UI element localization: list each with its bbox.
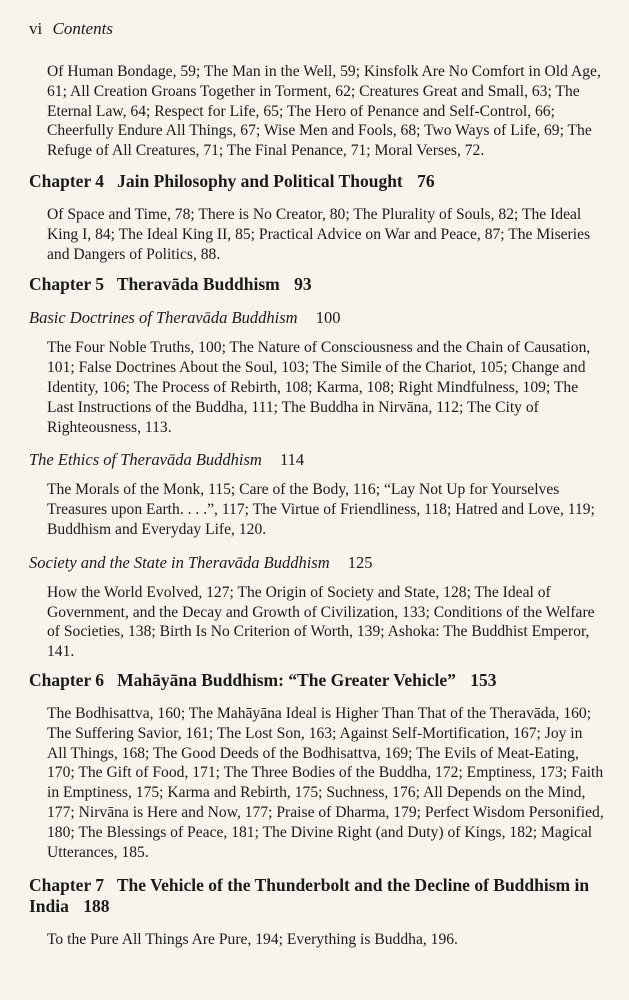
page-number: vi — [29, 19, 43, 38]
entry-list: Of Space and Time, 78; There is No Creator, 80; The Plurality of Souls, 82; The Ideal King I, 84; The Ideal King II, 85; Practical Advice on War and Peace, 87; The Miseries and Dangers of Politics, 88. — [47, 205, 591, 263]
section-page: 100 — [315, 308, 341, 328]
section-heading — [29, 553, 604, 573]
entry-list: The Bodhisattva, 160; The Mahāyāna Ideal is Higher Than That of the Theravāda, 160; The Suffering Savior, 161; The Lost Son, 163; Against Self-Mortification, 167; Joy in All Things, 168; The Good Deeds of the Bodhisattva, 169; The Evils of Meat-Eating, 170; The Gift of Food, 171; The Three Bodies of the Buddha, 172; Emptiness, 173; Faith in Emptiness, 175; Karma and Rebirth, 175; Suchness, 176; All Depends on the Mind, 177; Nirvāna is Here and Now, 177; Praise of Dharma, 179; Perfect Wisdom Personified, 180; The Blessings of Peace, 181; The Divine Right (and Duty) of Kings, 182; Magical Utterances, 185. — [47, 704, 604, 861]
section-title: Society and the State in Theravāda Buddhism — [29, 552, 330, 572]
section-page: 114 — [279, 450, 305, 470]
chapter-title: The Vehicle of the Thunderbolt and the Decline of Buddhism in India — [29, 875, 590, 917]
section-heading — [29, 450, 604, 470]
chapter-title: Mahāyāna Buddhism: “The Greater Vehicle” — [117, 669, 456, 690]
entry-list: How the World Evolved, 127; The Origin of Society and State, 128; The Ideal of Government, and the Decay and Growth of Civilization, 133; Conditions of the Welfare of Societies, 138; Birth Is No Criterion of Worth, 139; Ashoka: The Buddhist Emperor, 141. — [47, 583, 595, 661]
chapter-page: 188 — [83, 896, 110, 917]
chapter-label: Chapter 6 — [29, 669, 105, 690]
chapter-heading — [29, 171, 604, 192]
entry-list: To the Pure All Things Are Pure, 194; Everything is Buddha, 196. — [47, 931, 458, 949]
entry-list: The Four Noble Truths, 100; The Nature of Consciousness and the Chain of Causation, 101; False Doctrines About the Soul, 103; The Simile of the Chariot, 105; Change and Identity, 106; The Process of Rebirth, 108; Karma, 108; Right Mindfulness, 109; The Last Instructions of the Buddha, 111; The Buddha in Nirvāna, 112; The City of Righteousness, 113. — [47, 339, 591, 436]
chapter-label: Chapter 4 — [29, 170, 105, 191]
chapter-page: 76 — [417, 170, 435, 191]
entry-list: Of Human Bondage, 59; The Man in the Well, 59; Kinsfolk Are No Comfort in Old Age, 61; All Creation Groans Together in Torment, 62; Creatures Great and Small, 63; The Eternal Law, 64; Respect for Life, 65; The Hero of Penance and Self-Control, 66; Cheerfully Endure All Things, 67; Wise Men and Fools, 68; Two Ways of Life, 69; The Refuge of All Creatures, 71; The Final Penance, 71; Moral Verses, 72. — [47, 63, 601, 160]
contents-body — [29, 62, 604, 950]
chapter-page: 93 — [294, 274, 312, 295]
section-heading — [29, 308, 604, 328]
section-title: Basic Doctrines of Theravāda Buddhism — [29, 308, 298, 328]
chapter-label: Chapter 7 — [29, 875, 105, 896]
chapter-heading — [29, 875, 604, 917]
chapter-label: Chapter 5 — [29, 274, 105, 295]
section-page: 125 — [347, 552, 373, 572]
chapter-heading — [29, 670, 604, 691]
entry-list: The Morals of the Monk, 115; Care of the Body, 116; “Lay Not Up for Yourselves Treasures upon Earth. . . .”, 117; The Virtue of Friendliness, 118; Hatred and Love, 119; Buddhism and Everyday Life, 120. — [47, 481, 595, 538]
chapter-page: 153 — [470, 669, 497, 690]
chapter-heading — [29, 274, 604, 295]
chapter-title: Theravāda Buddhism — [116, 274, 280, 295]
running-title: Contents — [52, 19, 113, 38]
running-header — [29, 18, 113, 40]
chapter-title: Jain Philosophy and Political Thought — [117, 170, 403, 191]
section-title: The Ethics of Theravāda Buddhism — [29, 450, 262, 470]
